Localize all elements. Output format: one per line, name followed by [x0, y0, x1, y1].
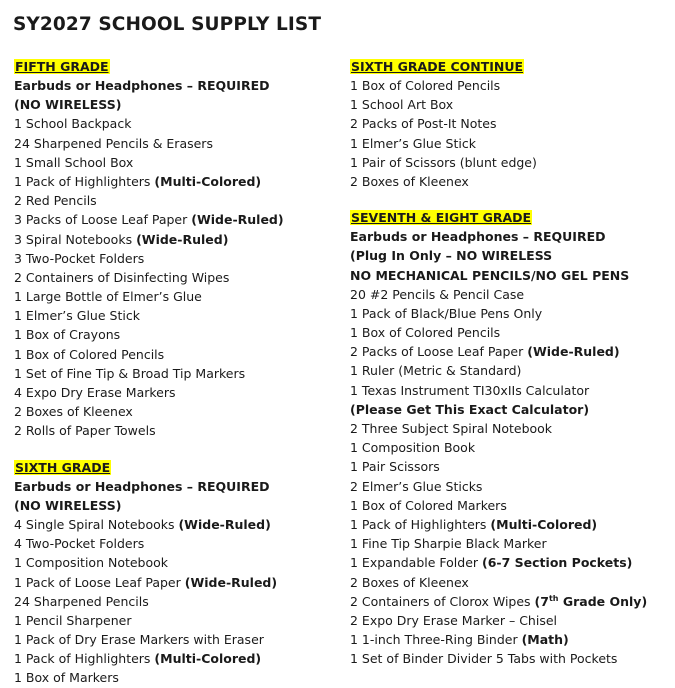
list-item	[350, 381, 670, 400]
list-item-text: 1 Box of Colored Pencils	[350, 78, 501, 93]
list-item-text: (Wide-Ruled)	[184, 574, 278, 590]
section-heading: FIFTH GRADE	[15, 59, 109, 74]
list-item	[14, 534, 334, 553]
list-item-text: 1 School Art Box	[350, 97, 454, 113]
list-item-text: 2 Expo Dry Erase Marker – Chisel	[350, 612, 557, 628]
list-item-text: 2 Rolls of Paper Towels	[14, 423, 156, 439]
list-item-text: 1 Pack of Highlighters	[14, 173, 155, 189]
list-item-text: 2 Three Subject Spiral Notebook	[350, 421, 553, 436]
list-item	[350, 95, 670, 114]
list-item	[350, 649, 670, 668]
list-item-text: 1 Pack of Highlighters	[14, 651, 155, 667]
list-item-text: Earbuds or Headphones – REQUIRED	[14, 78, 270, 93]
list-item	[14, 249, 334, 268]
list-item-text: 3 Spiral Notebooks	[14, 231, 137, 247]
right-column	[350, 56, 670, 668]
list-item-text: (Multi-Colored)	[154, 173, 262, 189]
list-item-text: 2 Containers of Clorox Wipes	[350, 593, 535, 609]
list-item-text: 1 Elmer’s Glue Stick	[14, 308, 140, 324]
list-item-text: 24 Sharpened Pencils & Erasers	[14, 135, 213, 151]
list-item-text: 1 Box of Markers	[14, 670, 119, 686]
section-heading: SEVENTH & EIGHT GRADE	[351, 210, 532, 226]
list-item	[350, 76, 670, 95]
section-sixth-grade	[14, 457, 334, 688]
section-fifth-grade	[14, 56, 334, 441]
list-item-text: 1 Expandable Folder	[350, 555, 483, 571]
list-item	[14, 668, 334, 687]
list-item-text: 1 Pack of Dry Erase Markers with Eraser	[14, 632, 264, 648]
section-gap	[14, 441, 334, 457]
list-item	[14, 383, 334, 402]
list-item	[14, 515, 334, 534]
list-item	[350, 457, 670, 476]
list-item	[14, 630, 334, 649]
list-item	[14, 611, 334, 630]
list-item-text: 1 Set of Binder Divider 5 Tabs with Pockets	[350, 651, 618, 667]
list-item-text: (Math)	[521, 632, 569, 648]
list-item-text: 2 Boxes of Kleenex	[350, 574, 469, 590]
list-item	[14, 191, 334, 210]
list-item-text: (Wide-Ruled)	[527, 344, 620, 360]
list-item-text: Grade Only)	[558, 593, 648, 609]
section-heading: SIXTH GRADE CONTINUE	[351, 59, 524, 74]
list-item-text: 1 Small School Box	[14, 154, 134, 170]
list-item-text: 1 Pack of Highlighters	[350, 516, 491, 532]
list-item	[14, 477, 334, 496]
list-item	[350, 438, 670, 457]
list-item-text: (Wide-Ruled)	[191, 212, 284, 228]
list-item-text: 1 School Backpack	[14, 116, 132, 132]
list-item	[350, 515, 670, 534]
list-item-text: 4 Expo Dry Erase Markers	[14, 385, 176, 400]
list-item	[350, 534, 670, 553]
list-item-text: 24 Sharpened Pencils	[14, 593, 149, 609]
list-item	[350, 266, 670, 285]
list-item	[14, 345, 334, 364]
list-item-text: (Wide-Ruled)	[178, 516, 271, 532]
list-item	[350, 227, 670, 246]
list-item	[14, 210, 334, 229]
list-item	[350, 285, 670, 304]
list-item-text: 3 Two-Pocket Folders	[14, 250, 145, 266]
list-item	[14, 153, 334, 172]
list-item	[14, 325, 334, 344]
list-item	[350, 323, 670, 342]
list-item-text: 1 Pair of Scissors (blunt edge)	[350, 154, 537, 170]
section-gap	[350, 191, 670, 207]
list-item-text: th	[548, 593, 559, 603]
list-item	[14, 134, 334, 153]
list-item-text: 2 Elmer’s Glue Sticks	[350, 478, 483, 494]
list-item-text: 1 Pack of Black/Blue Pens Only	[350, 305, 543, 321]
left-column	[14, 56, 334, 688]
list-item-text: 1 Box of Colored Markers	[350, 497, 507, 513]
list-item-text: 2 Boxes of Kleenex	[350, 173, 469, 189]
list-item	[14, 496, 334, 515]
list-item-text: 1 Box of Crayons	[14, 327, 121, 343]
list-item	[350, 573, 670, 592]
list-item	[14, 306, 334, 325]
list-item-text: 2 Red Pencils	[14, 193, 97, 209]
list-item-text: 2 Boxes of Kleenex	[14, 404, 133, 420]
list-item-text: 1 Set of Fine Tip & Broad Tip Markers	[14, 365, 246, 381]
list-item	[350, 134, 670, 153]
list-item-text: 1 Texas Instrument TI30xIIs Calculator	[350, 382, 590, 398]
list-item-text: (Plug In Only – NO WIRELESS	[350, 248, 553, 264]
list-item	[350, 342, 670, 361]
list-item	[350, 114, 670, 133]
list-item	[14, 268, 334, 287]
list-item-text: 1 Pack of Loose Leaf Paper	[14, 574, 185, 590]
list-item	[14, 649, 334, 668]
list-item-text: 1 Fine Tip Sharpie Black Marker	[350, 536, 547, 552]
list-item-text: (Multi-Colored)	[154, 651, 262, 667]
list-item	[350, 611, 670, 630]
list-item-text: 2 Containers of Disinfecting Wipes	[14, 269, 230, 285]
list-item	[350, 419, 670, 438]
list-item	[350, 496, 670, 515]
list-item	[14, 364, 334, 383]
list-item	[350, 630, 670, 649]
section-sixth-grade-continue	[350, 56, 670, 191]
list-item-text: 1 Large Bottle of Elmer’s Glue	[14, 289, 202, 305]
list-item-text: (NO WIRELESS)	[14, 497, 122, 513]
list-item	[14, 172, 334, 191]
list-item	[350, 553, 670, 572]
list-item	[14, 573, 334, 592]
page-title: SY2027 SCHOOL SUPPLY LIST	[13, 14, 322, 35]
list-item	[350, 592, 670, 611]
list-item-text: 2 Packs of Post-It Notes	[350, 116, 497, 132]
list-item	[14, 592, 334, 611]
list-item	[14, 553, 334, 572]
list-item-text: (Multi-Colored)	[490, 516, 598, 532]
list-item	[350, 304, 670, 323]
list-item-text: (7	[534, 593, 549, 609]
list-item-text: (NO WIRELESS)	[14, 97, 122, 113]
list-item	[350, 400, 670, 419]
list-item	[14, 421, 334, 440]
list-item-text: 1 Pencil Sharpener	[14, 612, 132, 628]
list-item-text: 1 Composition Book	[350, 440, 476, 456]
list-item-text: NO MECHANICAL PENCILS/NO GEL PENS	[350, 267, 630, 283]
list-item-text: 1 Box of Colored Pencils	[14, 346, 165, 362]
list-item	[14, 76, 334, 95]
list-item-text: (Please Get This Exact Calculator)	[350, 401, 590, 417]
list-item	[14, 114, 334, 133]
list-item	[350, 361, 670, 380]
list-item	[350, 477, 670, 496]
list-item	[14, 230, 334, 249]
list-item	[350, 246, 670, 265]
list-item	[14, 287, 334, 306]
list-item-text: 3 Packs of Loose Leaf Paper	[14, 212, 192, 228]
list-item	[350, 172, 670, 191]
list-item	[350, 153, 670, 172]
list-item	[14, 402, 334, 421]
section-heading: SIXTH GRADE	[15, 459, 111, 475]
list-item-text: 4 Two-Pocket Folders	[14, 536, 145, 552]
list-item	[14, 95, 334, 114]
list-item-text: 2 Packs of Loose Leaf Paper	[350, 344, 528, 360]
list-item-text: (Wide-Ruled)	[136, 231, 229, 247]
list-item-text: 1 Ruler (Metric & Standard)	[350, 363, 522, 379]
list-item-text: 1 Pair Scissors	[350, 459, 440, 475]
list-item-text: 1 Elmer’s Glue Stick	[350, 135, 476, 151]
list-item-text: 1 Composition Notebook	[14, 555, 169, 571]
list-item-text: Earbuds or Headphones – REQUIRED	[350, 229, 606, 245]
section-seventh-eight-grade	[350, 207, 670, 668]
list-item-text: (6-7 Section Pockets)	[482, 555, 633, 571]
list-item-text: Earbuds or Headphones – REQUIRED	[14, 478, 270, 494]
list-item-text: 1 Box of Colored Pencils	[350, 325, 501, 341]
list-item-text: 1 1-inch Three-Ring Binder	[350, 632, 522, 648]
list-item-text: 20 #2 Pencils & Pencil Case	[350, 286, 525, 302]
list-item-text: 4 Single Spiral Notebooks	[14, 516, 179, 532]
